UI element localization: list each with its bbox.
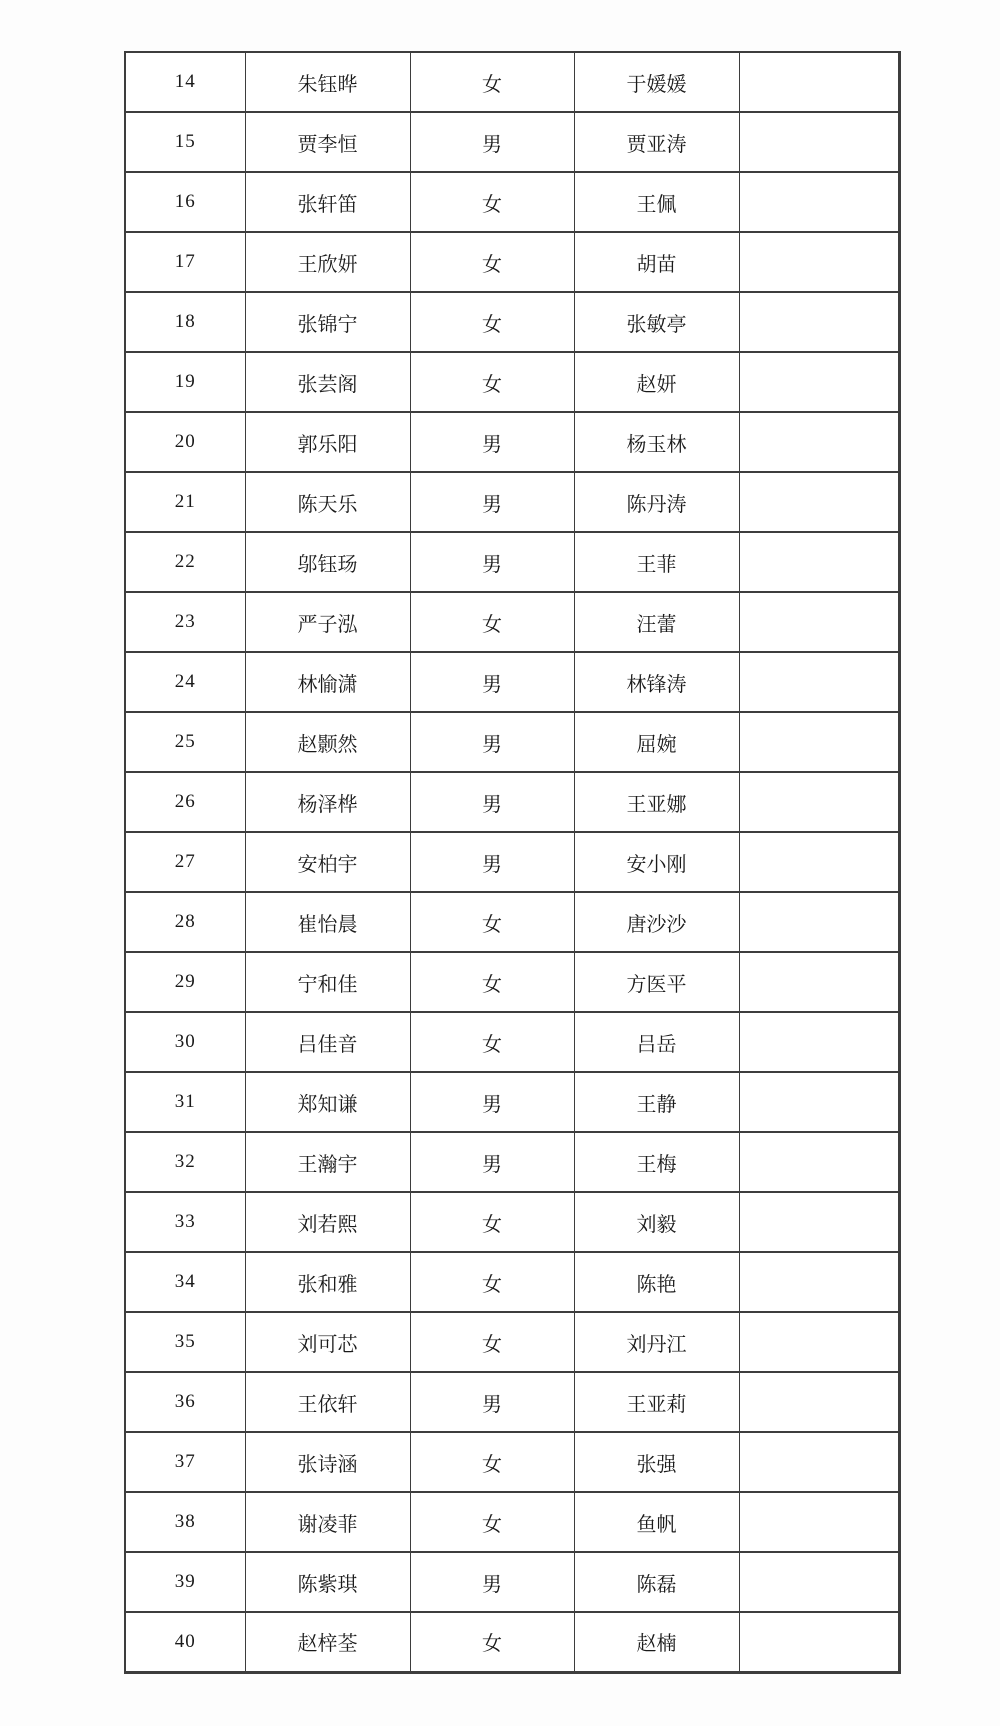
- cell-parent-name: 陈艳: [574, 1252, 739, 1312]
- table-row: [125, 592, 899, 652]
- table-row: [125, 1552, 899, 1612]
- cell-blank: [739, 892, 899, 952]
- cell-gender: 女: [410, 172, 574, 232]
- cell-parent-name: 张强: [574, 1432, 739, 1492]
- cell-parent-name: 林锋涛: [574, 652, 739, 712]
- cell-number: 38: [125, 1492, 245, 1552]
- cell-gender: 女: [410, 1192, 574, 1252]
- table-row: [125, 1252, 899, 1312]
- cell-blank: [739, 1552, 899, 1612]
- cell-number: 16: [125, 172, 245, 232]
- cell-gender: 女: [410, 892, 574, 952]
- cell-student-name: 王欣妍: [245, 232, 410, 292]
- table-row: [125, 352, 899, 412]
- cell-gender: 男: [410, 652, 574, 712]
- cell-parent-name: 屈婉: [574, 712, 739, 772]
- cell-student-name: 张芸阁: [245, 352, 410, 412]
- cell-parent-name: 安小刚: [574, 832, 739, 892]
- table-row: [125, 112, 899, 172]
- cell-number: 28: [125, 892, 245, 952]
- cell-blank: [739, 1192, 899, 1252]
- cell-number: 39: [125, 1552, 245, 1612]
- cell-number: 35: [125, 1312, 245, 1372]
- cell-gender: 男: [410, 1072, 574, 1132]
- cell-parent-name: 赵妍: [574, 352, 739, 412]
- cell-student-name: 张锦宁: [245, 292, 410, 352]
- table-row: [125, 892, 899, 952]
- cell-number: 21: [125, 472, 245, 532]
- cell-number: 36: [125, 1372, 245, 1432]
- table-row: [125, 652, 899, 712]
- cell-parent-name: 刘毅: [574, 1192, 739, 1252]
- cell-student-name: 安柏宇: [245, 832, 410, 892]
- cell-parent-name: 陈磊: [574, 1552, 739, 1612]
- cell-number: 37: [125, 1432, 245, 1492]
- cell-blank: [739, 1312, 899, 1372]
- cell-number: 30: [125, 1012, 245, 1072]
- cell-student-name: 张轩笛: [245, 172, 410, 232]
- cell-student-name: 吕佳音: [245, 1012, 410, 1072]
- table-row: [125, 1612, 899, 1672]
- cell-parent-name: 王菲: [574, 532, 739, 592]
- cell-gender: 女: [410, 592, 574, 652]
- cell-parent-name: 吕岳: [574, 1012, 739, 1072]
- cell-gender: 女: [410, 952, 574, 1012]
- cell-parent-name: 贾亚涛: [574, 112, 739, 172]
- cell-blank: [739, 952, 899, 1012]
- cell-gender: 女: [410, 1312, 574, 1372]
- cell-student-name: 郭乐阳: [245, 412, 410, 472]
- cell-number: 32: [125, 1132, 245, 1192]
- cell-number: 23: [125, 592, 245, 652]
- cell-student-name: 赵梓荃: [245, 1612, 410, 1672]
- cell-number: 17: [125, 232, 245, 292]
- cell-gender: 女: [410, 1492, 574, 1552]
- cell-number: 33: [125, 1192, 245, 1252]
- cell-student-name: 崔怡晨: [245, 892, 410, 952]
- cell-blank: [739, 1072, 899, 1132]
- table-row: [125, 1492, 899, 1552]
- cell-gender: 男: [410, 832, 574, 892]
- cell-number: 29: [125, 952, 245, 1012]
- cell-gender: 男: [410, 772, 574, 832]
- cell-student-name: 张和雅: [245, 1252, 410, 1312]
- cell-student-name: 刘若熙: [245, 1192, 410, 1252]
- cell-blank: [739, 1252, 899, 1312]
- table-row: [125, 1312, 899, 1372]
- table-row: [125, 232, 899, 292]
- cell-parent-name: 王静: [574, 1072, 739, 1132]
- cell-parent-name: 胡苗: [574, 232, 739, 292]
- cell-parent-name: 鱼帆: [574, 1492, 739, 1552]
- table-row: [125, 1432, 899, 1492]
- cell-student-name: 王瀚宇: [245, 1132, 410, 1192]
- cell-gender: 男: [410, 712, 574, 772]
- cell-student-name: 严子泓: [245, 592, 410, 652]
- cell-student-name: 宁和佳: [245, 952, 410, 1012]
- table-row: [125, 832, 899, 892]
- table-row: [125, 1192, 899, 1252]
- cell-number: 18: [125, 292, 245, 352]
- cell-student-name: 赵颢然: [245, 712, 410, 772]
- cell-blank: [739, 1132, 899, 1192]
- cell-blank: [739, 292, 899, 352]
- cell-blank: [739, 52, 899, 112]
- table-row: [125, 952, 899, 1012]
- cell-number: 25: [125, 712, 245, 772]
- cell-number: 14: [125, 52, 245, 112]
- cell-student-name: 杨泽桦: [245, 772, 410, 832]
- cell-blank: [739, 1492, 899, 1552]
- cell-gender: 男: [410, 1552, 574, 1612]
- cell-parent-name: 王梅: [574, 1132, 739, 1192]
- cell-number: 24: [125, 652, 245, 712]
- cell-parent-name: 汪蕾: [574, 592, 739, 652]
- cell-blank: [739, 352, 899, 412]
- cell-number: 40: [125, 1612, 245, 1672]
- cell-blank: [739, 1012, 899, 1072]
- cell-gender: 男: [410, 1132, 574, 1192]
- cell-blank: [739, 472, 899, 532]
- cell-blank: [739, 1432, 899, 1492]
- cell-blank: [739, 172, 899, 232]
- cell-blank: [739, 532, 899, 592]
- cell-number: 20: [125, 412, 245, 472]
- table-row: [125, 292, 899, 352]
- cell-number: 22: [125, 532, 245, 592]
- cell-number: 34: [125, 1252, 245, 1312]
- cell-student-name: 王依轩: [245, 1372, 410, 1432]
- cell-blank: [739, 1372, 899, 1432]
- cell-parent-name: 张敏亭: [574, 292, 739, 352]
- cell-gender: 女: [410, 52, 574, 112]
- table-row: [125, 532, 899, 592]
- cell-student-name: 谢凌菲: [245, 1492, 410, 1552]
- table-row: [125, 772, 899, 832]
- cell-parent-name: 刘丹江: [574, 1312, 739, 1372]
- roster-table: [124, 51, 901, 1674]
- table-row: [125, 52, 899, 112]
- cell-gender: 男: [410, 412, 574, 472]
- cell-student-name: 林愉潇: [245, 652, 410, 712]
- cell-parent-name: 杨玉林: [574, 412, 739, 472]
- table-row: [125, 472, 899, 532]
- cell-blank: [739, 652, 899, 712]
- cell-gender: 男: [410, 112, 574, 172]
- table-row: [125, 1372, 899, 1432]
- table-row: [125, 172, 899, 232]
- cell-blank: [739, 232, 899, 292]
- cell-blank: [739, 712, 899, 772]
- cell-blank: [739, 772, 899, 832]
- table-row: [125, 412, 899, 472]
- cell-gender: 女: [410, 1432, 574, 1492]
- cell-gender: 女: [410, 1012, 574, 1072]
- table-row: [125, 1012, 899, 1072]
- cell-blank: [739, 592, 899, 652]
- cell-student-name: 贾李恒: [245, 112, 410, 172]
- cell-parent-name: 于媛媛: [574, 52, 739, 112]
- cell-number: 27: [125, 832, 245, 892]
- cell-parent-name: 陈丹涛: [574, 472, 739, 532]
- cell-student-name: 张诗涵: [245, 1432, 410, 1492]
- cell-number: 31: [125, 1072, 245, 1132]
- roster-table-body: [125, 52, 899, 1672]
- cell-parent-name: 王佩: [574, 172, 739, 232]
- cell-student-name: 陈紫琪: [245, 1552, 410, 1612]
- table-row: [125, 1132, 899, 1192]
- cell-number: 15: [125, 112, 245, 172]
- cell-gender: 女: [410, 352, 574, 412]
- cell-parent-name: 王亚娜: [574, 772, 739, 832]
- cell-student-name: 郑知谦: [245, 1072, 410, 1132]
- cell-student-name: 朱钰晔: [245, 52, 410, 112]
- cell-parent-name: 王亚莉: [574, 1372, 739, 1432]
- cell-blank: [739, 112, 899, 172]
- cell-parent-name: 方医平: [574, 952, 739, 1012]
- cell-parent-name: 赵楠: [574, 1612, 739, 1672]
- cell-student-name: 陈天乐: [245, 472, 410, 532]
- cell-gender: 男: [410, 1372, 574, 1432]
- cell-gender: 女: [410, 232, 574, 292]
- cell-student-name: 邬钰玚: [245, 532, 410, 592]
- cell-gender: 女: [410, 292, 574, 352]
- cell-gender: 女: [410, 1252, 574, 1312]
- cell-blank: [739, 1612, 899, 1672]
- cell-gender: 男: [410, 472, 574, 532]
- cell-blank: [739, 832, 899, 892]
- cell-number: 26: [125, 772, 245, 832]
- cell-parent-name: 唐沙沙: [574, 892, 739, 952]
- table-row: [125, 712, 899, 772]
- cell-number: 19: [125, 352, 245, 412]
- table-row: [125, 1072, 899, 1132]
- cell-student-name: 刘可芯: [245, 1312, 410, 1372]
- cell-blank: [739, 412, 899, 472]
- cell-gender: 男: [410, 532, 574, 592]
- cell-gender: 女: [410, 1612, 574, 1672]
